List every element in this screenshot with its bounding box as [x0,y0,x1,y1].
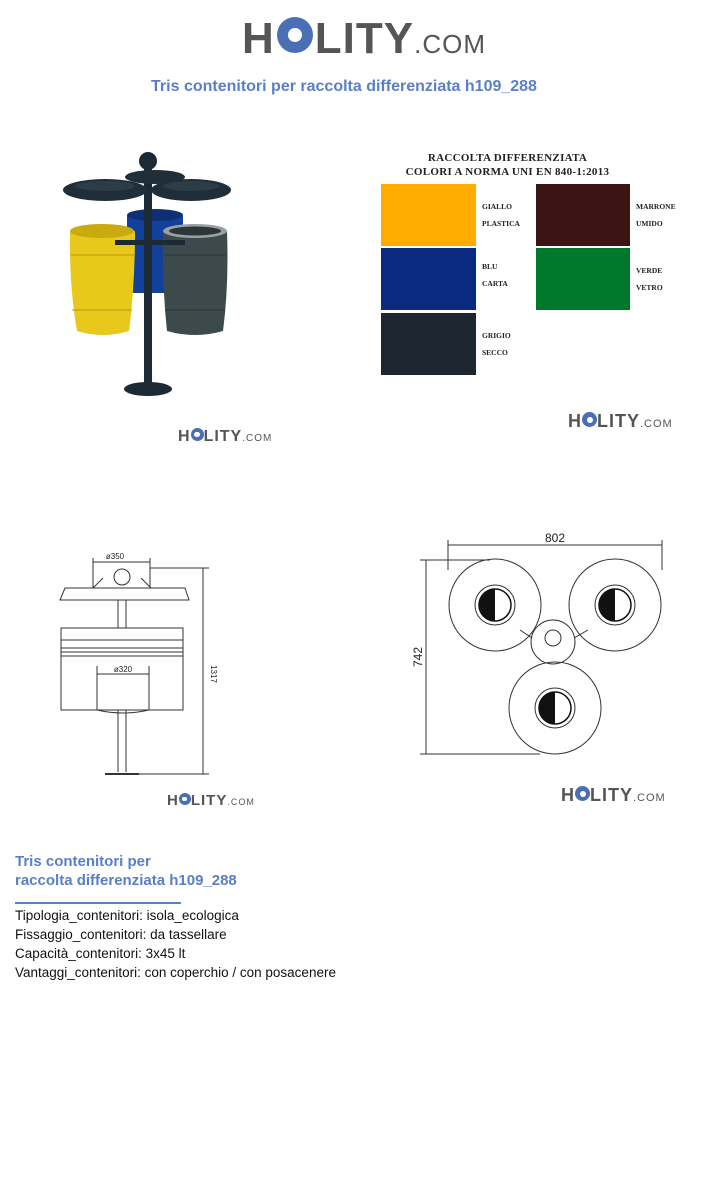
product-photo [55,145,245,405]
color-name: GRIGIO [482,331,511,340]
side-height: 1317 [209,665,218,683]
side-drawing-logo [167,792,255,809]
page-title: Tris contenitori per raccolta differenziata h109_288 [151,78,537,95]
logo-letters: LITY [203,428,243,445]
logo-letter-h: H [561,785,575,805]
swatch-brown [536,184,630,246]
side-inner-diameter: ø320 [113,665,133,674]
product-title-line2: raccolta differenziata h109_288 [15,872,237,889]
logo-letter-h: H [167,792,179,809]
color-name: VERDE [636,266,663,275]
brand-logo [242,14,486,64]
legend-logo [568,411,673,432]
swatch-gray-label [482,327,511,361]
logo-letters: LITY [597,411,640,431]
swatch-yellow [381,184,476,246]
material-name: UMIDO [636,219,663,228]
product-title-line1: Tris contenitori per [15,853,151,870]
color-name: BLU [482,262,498,271]
logo-letters: LITY [314,14,415,63]
logo-letters: LITY [190,792,228,809]
logo-suffix: .COM [633,792,666,804]
top-width: 802 [544,531,566,545]
material-name: SECCO [482,348,508,357]
legend-title [380,151,635,179]
swatch-gray [381,313,476,375]
logo-suffix: .COM [640,418,673,430]
legend-title-line2: COLORI A NORMA UNI EN 840-1:2013 [405,166,610,178]
swatch-blue-label [482,258,508,292]
logo-letter-h: H [242,14,275,63]
logo-suffix: .COM [227,797,255,807]
spec-tipologia: Tipologia_contenitori: isola_ecologica [15,908,239,923]
logo-letters: LITY [590,785,633,805]
color-name: MARRONE [636,202,676,211]
logo-o-icon [277,17,313,53]
top-drawing-logo [561,785,666,806]
logo-letter-h: H [568,411,582,431]
material-name: CARTA [482,279,508,288]
top-drawing [410,530,680,762]
side-top-diameter: ø350 [105,552,125,561]
color-name: GIALLO [482,202,513,211]
logo-o-icon [179,793,191,805]
swatch-yellow-label [482,198,520,232]
logo-letter-h: H [178,428,191,445]
product-title [15,852,237,890]
logo-o-icon [582,412,597,427]
side-drawing [55,548,225,780]
title-divider [15,902,181,904]
spec-capacita: Capacità_contenitori: 3x45 lt [15,946,186,961]
legend-title-line1: RACCOLTA DIFFERENZIATA [427,152,588,164]
logo-suffix: .COM [414,29,486,59]
spec-fissaggio: Fissaggio_contenitori: da tassellare [15,927,227,942]
material-name: VETRO [636,283,663,292]
swatch-brown-label [636,198,676,232]
photo-logo [178,428,272,446]
spec-vantaggi: Vantaggi_contenitori: con coperchio / con posacenere [15,965,336,980]
spec-list [15,906,336,982]
swatch-green [536,248,630,310]
swatch-green-label [636,262,663,296]
logo-o-icon [191,428,204,441]
top-depth: 742 [411,646,425,668]
material-name: PLASTICA [482,219,520,228]
logo-suffix: .COM [242,433,273,444]
logo-o-icon [575,786,590,801]
swatch-blue [381,248,476,310]
